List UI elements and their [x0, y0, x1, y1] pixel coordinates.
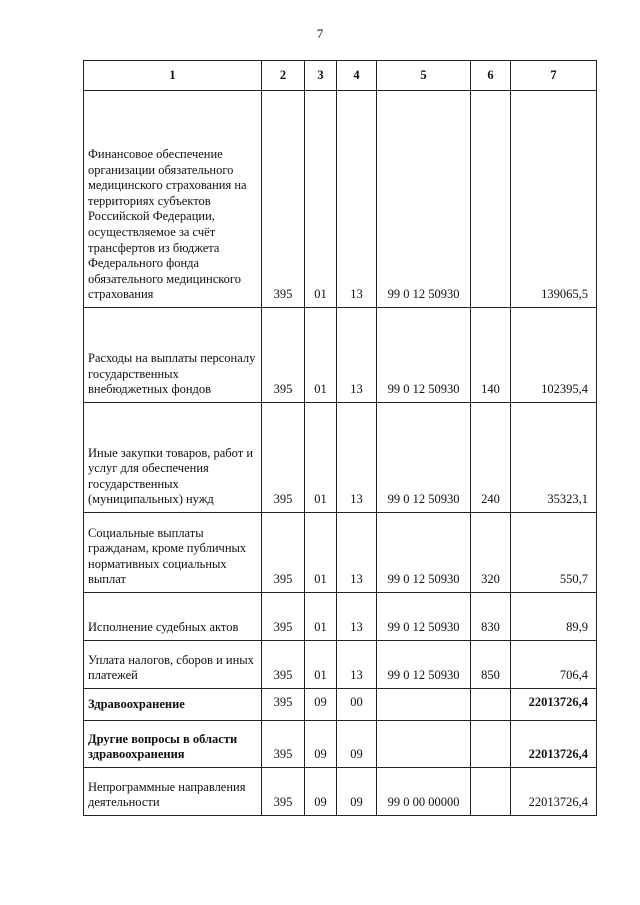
row-pr: 13: [337, 641, 377, 689]
row-ved: 395: [262, 641, 305, 689]
header-col-6: 6: [471, 61, 511, 91]
row-name: Исполнение судебных актов: [84, 593, 262, 641]
row-vr: [471, 721, 511, 768]
row-name: Непрограммные направления деятельности: [84, 768, 262, 816]
row-vr: 240: [471, 403, 511, 513]
row-rz: 01: [305, 641, 337, 689]
row-csr: 99 0 00 00000: [377, 768, 471, 816]
row-ved: 395: [262, 513, 305, 593]
row-sum: 102395,4: [511, 308, 597, 403]
row-ved: 395: [262, 689, 305, 721]
table-row: [84, 403, 597, 513]
header-col-3: 3: [305, 61, 337, 91]
row-pr: 13: [337, 403, 377, 513]
row-pr: 13: [337, 593, 377, 641]
row-vr: 850: [471, 641, 511, 689]
row-pr: 13: [337, 513, 377, 593]
row-csr: 99 0 12 50930: [377, 641, 471, 689]
header-col-5: 5: [377, 61, 471, 91]
row-ved: 395: [262, 721, 305, 768]
table-row: [84, 513, 597, 593]
row-csr: 99 0 12 50930: [377, 91, 471, 308]
row-pr: 13: [337, 91, 377, 308]
row-name: Социальные выплаты гражданам, кроме публичных нормативных социальных выплат: [84, 513, 262, 593]
row-csr: 99 0 12 50930: [377, 308, 471, 403]
row-ved: 395: [262, 308, 305, 403]
row-sum: 706,4: [511, 641, 597, 689]
row-rz: 09: [305, 768, 337, 816]
row-pr: 09: [337, 721, 377, 768]
row-vr: 140: [471, 308, 511, 403]
row-csr: [377, 721, 471, 768]
row-sum: 550,7: [511, 513, 597, 593]
header-row: [84, 61, 597, 91]
row-csr: [377, 689, 471, 721]
table-row: [84, 308, 597, 403]
row-rz: 09: [305, 689, 337, 721]
row-name: Иные закупки товаров, работ и услуг для обеспечения государственных (муниципальных) нужд: [84, 403, 262, 513]
row-sum: 139065,5: [511, 91, 597, 308]
table-row: [84, 91, 597, 308]
row-pr: 13: [337, 308, 377, 403]
header-col-4: 4: [337, 61, 377, 91]
header-col-7: 7: [511, 61, 597, 91]
row-name: Здравоохранение: [84, 689, 262, 721]
row-sum: 22013726,4: [511, 768, 597, 816]
row-ved: 395: [262, 91, 305, 308]
row-vr: 830: [471, 593, 511, 641]
header-col-2: 2: [262, 61, 305, 91]
table-row: [84, 641, 597, 689]
table-row: [84, 593, 597, 641]
row-ved: 395: [262, 403, 305, 513]
row-rz: 01: [305, 91, 337, 308]
row-sum: 22013726,4: [511, 721, 597, 768]
row-vr: [471, 768, 511, 816]
table-row: [84, 721, 597, 768]
header-col-1: 1: [84, 61, 262, 91]
row-name: Уплата налогов, сборов и иных платежей: [84, 641, 262, 689]
row-pr: 09: [337, 768, 377, 816]
row-ved: 395: [262, 768, 305, 816]
table-row: [84, 689, 597, 721]
page-number: 7: [316, 26, 324, 41]
row-rz: 01: [305, 308, 337, 403]
row-csr: 99 0 12 50930: [377, 513, 471, 593]
table-row: [84, 768, 597, 816]
row-rz: 09: [305, 721, 337, 768]
row-rz: 01: [305, 403, 337, 513]
row-csr: 99 0 12 50930: [377, 593, 471, 641]
row-pr: 00: [337, 689, 377, 721]
row-name: Расходы на выплаты персоналу государственных внебюджетных фондов: [84, 308, 262, 403]
row-sum: 89,9: [511, 593, 597, 641]
row-vr: [471, 689, 511, 721]
row-ved: 395: [262, 593, 305, 641]
row-sum: 35323,1: [511, 403, 597, 513]
row-name: Финансовое обеспечение организации обязательного медицинского страхования на территориях субъектов Российской Федерации, осуществляемое за счёт трансфертов из бюджета Федерального фонда обязательного медицинского страхования: [84, 91, 262, 308]
budget-table: [83, 60, 597, 816]
row-sum: 22013726,4: [511, 689, 597, 721]
row-rz: 01: [305, 593, 337, 641]
row-rz: 01: [305, 513, 337, 593]
row-name: Другие вопросы в области здравоохранения: [84, 721, 262, 768]
row-vr: 320: [471, 513, 511, 593]
row-vr: [471, 91, 511, 308]
row-csr: 99 0 12 50930: [377, 403, 471, 513]
